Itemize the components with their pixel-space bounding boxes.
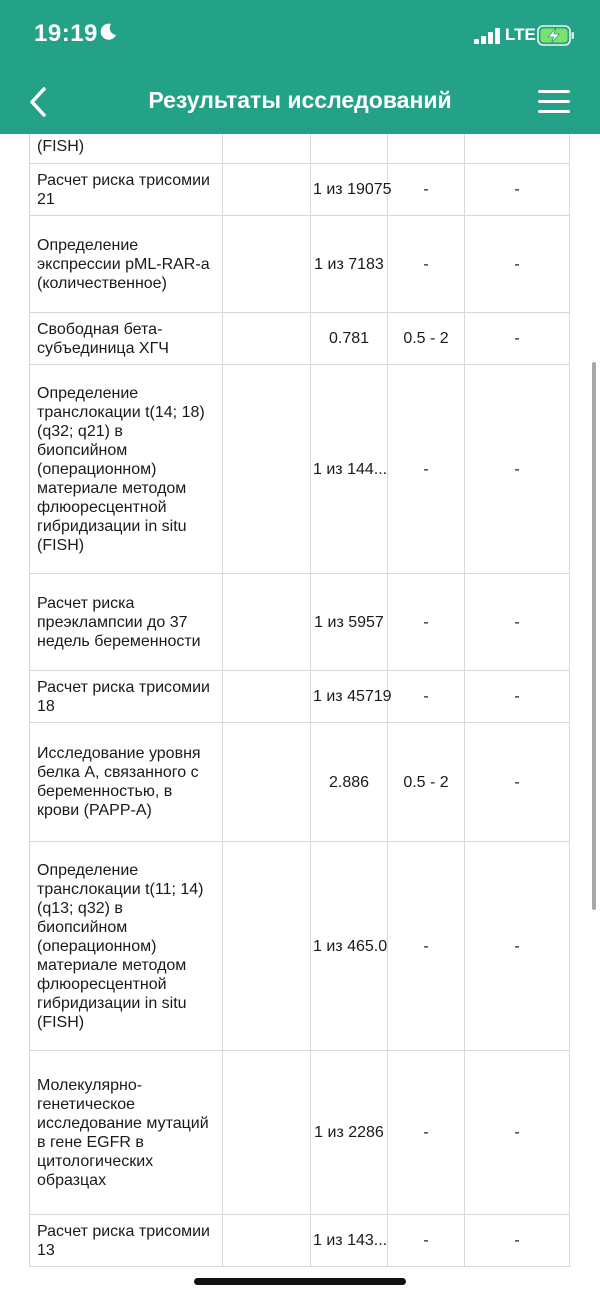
status-time: 19:19 bbox=[34, 20, 98, 47]
result-value: 1 из 465.0 bbox=[311, 842, 388, 1051]
empty-cell bbox=[223, 723, 311, 842]
reference-range: 0.5 - 2 bbox=[388, 313, 465, 365]
reference-range: - bbox=[388, 842, 465, 1051]
empty-cell bbox=[223, 365, 311, 574]
test-name: Расчет риска трисомии 21 bbox=[30, 164, 223, 216]
table-row[interactable] bbox=[30, 574, 570, 671]
test-name: Свободная бета-субъединица ХГЧ bbox=[30, 313, 223, 365]
app-header bbox=[0, 0, 600, 134]
home-indicator[interactable] bbox=[194, 1278, 406, 1285]
unit-value: - bbox=[465, 216, 570, 313]
battery-charging-icon bbox=[537, 25, 575, 46]
table-row[interactable] bbox=[30, 164, 570, 216]
reference-range: - bbox=[388, 216, 465, 313]
test-name: Определение транслокации t(11; 14) (q13; q32) в биопсийном (операционном) материале методом флюоресцентной гибридизации in situ (FISH) bbox=[30, 842, 223, 1051]
table-row[interactable] bbox=[30, 216, 570, 313]
test-name: (FISH) bbox=[30, 134, 223, 164]
unit-value: - bbox=[465, 842, 570, 1051]
test-name: Исследование уровня белка А, связанного с беременностью, в крови (PAPP-A) bbox=[30, 723, 223, 842]
reference-range: 0.5 - 2 bbox=[388, 723, 465, 842]
table-row[interactable] bbox=[30, 313, 570, 365]
unit-value bbox=[465, 134, 570, 164]
reference-range: - bbox=[388, 1051, 465, 1215]
reference-range: - bbox=[388, 1215, 465, 1267]
test-name: Молекулярно-генетическое исследование мутаций в гене EGFR в цитологических образцах bbox=[30, 1051, 223, 1215]
result-value: 1 из 5957 bbox=[311, 574, 388, 671]
status-bar bbox=[0, 0, 600, 72]
network-type: LTE bbox=[505, 25, 536, 44]
nav-bar bbox=[0, 72, 600, 134]
table-row[interactable] bbox=[30, 1215, 570, 1267]
test-name: Расчет риска трисомии 18 bbox=[30, 671, 223, 723]
table-row[interactable] bbox=[30, 671, 570, 723]
result-value bbox=[311, 134, 388, 164]
empty-cell bbox=[223, 1215, 311, 1267]
moon-icon bbox=[98, 22, 118, 42]
unit-value: - bbox=[465, 164, 570, 216]
test-name: Определение экспрессии pML-RAR-a (количественное) bbox=[30, 216, 223, 313]
table-row[interactable] bbox=[30, 1051, 570, 1215]
result-value: 1 из 144... bbox=[311, 365, 388, 574]
table-row[interactable] bbox=[30, 842, 570, 1051]
result-value: 1 из 2286 bbox=[311, 1051, 388, 1215]
page-title: Результаты исследований bbox=[148, 87, 452, 113]
result-value: 1 из 19075 bbox=[311, 164, 388, 216]
result-value: 1 из 143... bbox=[311, 1215, 388, 1267]
reference-range bbox=[388, 134, 465, 164]
test-name: Расчет риска преэклампсии до 37 недель беременности bbox=[30, 574, 223, 671]
empty-cell bbox=[223, 134, 311, 164]
reference-range: - bbox=[388, 574, 465, 671]
table-row[interactable] bbox=[30, 723, 570, 842]
results-table bbox=[29, 134, 570, 1267]
result-value: 1 из 7183 bbox=[311, 216, 388, 313]
empty-cell bbox=[223, 671, 311, 723]
unit-value: - bbox=[465, 1215, 570, 1267]
unit-value: - bbox=[465, 671, 570, 723]
signal-icon bbox=[474, 28, 502, 44]
test-name: Расчет риска трисомии 13 bbox=[30, 1215, 223, 1267]
unit-value: - bbox=[465, 313, 570, 365]
empty-cell bbox=[223, 574, 311, 671]
result-value: 2.886 bbox=[311, 723, 388, 842]
test-name: Определение транслокации t(14; 18) (q32; q21) в биопсийном (операционном) материале методом флюоресцентной гибридизации in situ (FISH) bbox=[30, 365, 223, 574]
unit-value: - bbox=[465, 365, 570, 574]
scrollbar[interactable] bbox=[592, 362, 596, 910]
table-row[interactable] bbox=[30, 365, 570, 574]
reference-range: - bbox=[388, 164, 465, 216]
unit-value: - bbox=[465, 1051, 570, 1215]
empty-cell bbox=[223, 1051, 311, 1215]
empty-cell bbox=[223, 842, 311, 1051]
unit-value: - bbox=[465, 723, 570, 842]
table-row[interactable] bbox=[30, 134, 570, 164]
menu-icon[interactable] bbox=[536, 87, 572, 117]
result-value: 1 из 45719 bbox=[311, 671, 388, 723]
empty-cell bbox=[223, 216, 311, 313]
result-value: 0.781 bbox=[311, 313, 388, 365]
reference-range: - bbox=[388, 671, 465, 723]
unit-value: - bbox=[465, 574, 570, 671]
empty-cell bbox=[223, 164, 311, 216]
empty-cell bbox=[223, 313, 311, 365]
results-content[interactable] bbox=[0, 134, 600, 1297]
reference-range: - bbox=[388, 365, 465, 574]
